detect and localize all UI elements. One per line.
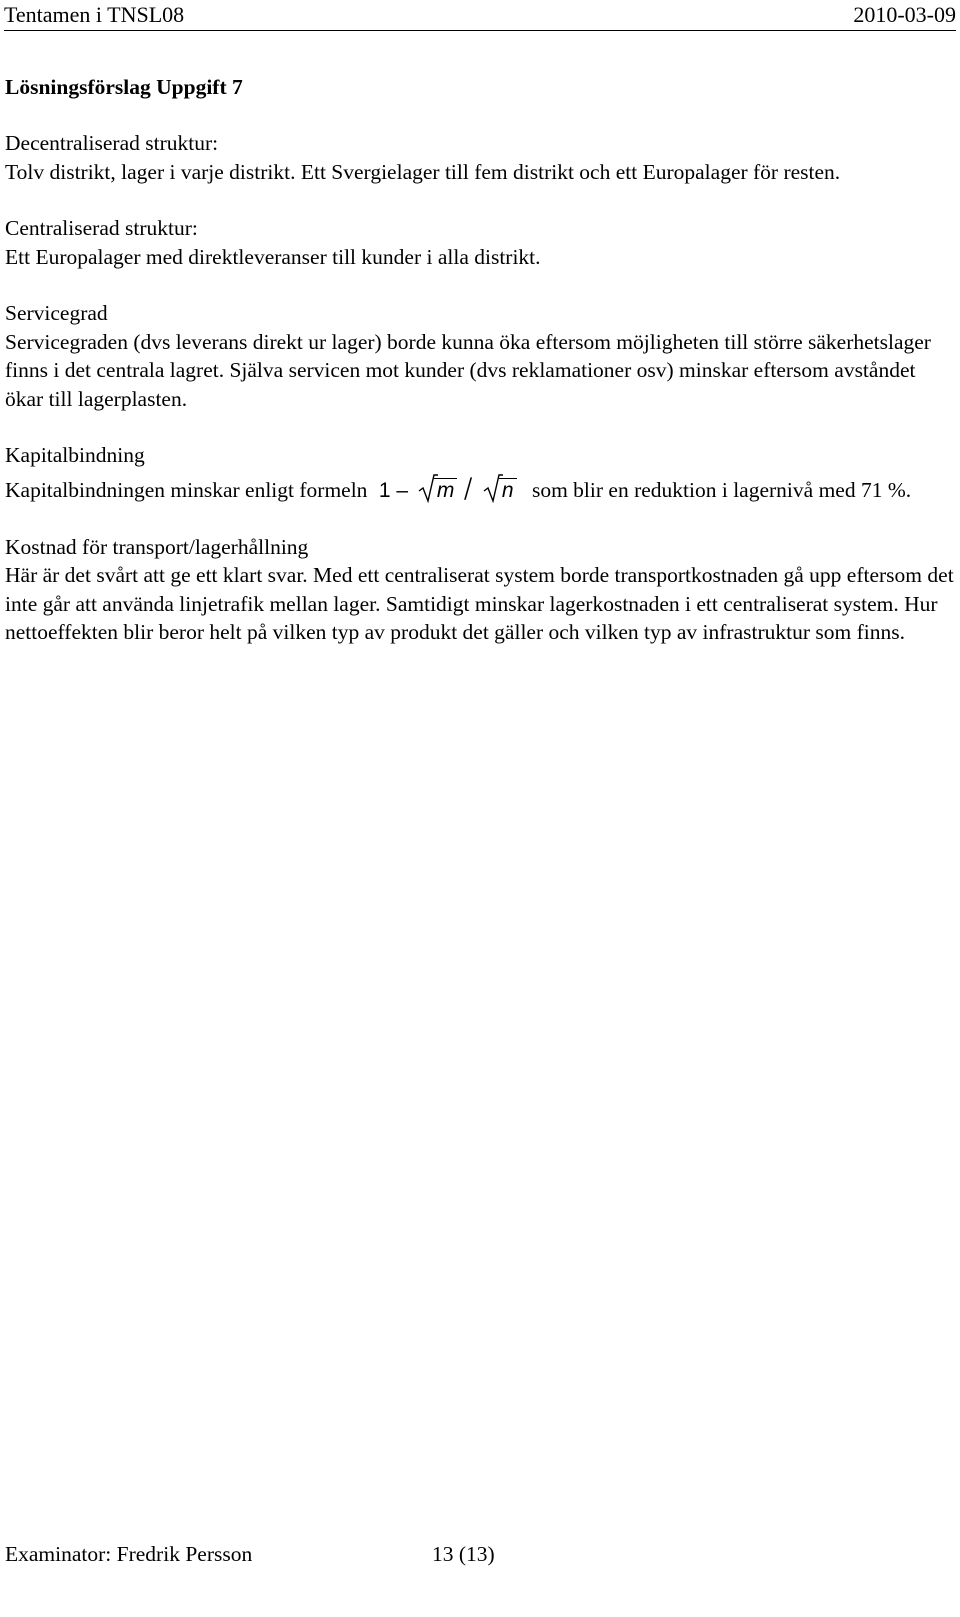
header-rule — [4, 30, 956, 31]
formula-slash: / — [463, 473, 473, 507]
formula-n: n — [499, 478, 517, 502]
section-heading: Centraliserad struktur: — [5, 216, 198, 240]
section-body-before: Kapitalbindningen minskar enligt formeln — [5, 477, 368, 502]
page-number: 13 (13) — [432, 1542, 495, 1566]
section-body-after: som blir en reduktion i lagernivå med 71 %. — [531, 477, 912, 502]
radical-sign-icon — [418, 471, 438, 503]
section-body: Tolv distrikt, lager i varje distrikt. Ett Svergielager till fem distrikt och ett Europalager för resten. — [5, 159, 841, 184]
document-body — [5, 73, 955, 675]
examiner: Examinator: Fredrik Persson — [5, 1542, 253, 1566]
formula-m: m — [434, 478, 458, 502]
section-heading: Decentraliserad struktur: — [5, 131, 219, 155]
sqrt-m — [418, 477, 458, 505]
exam-date: 2010-03-09 — [853, 2, 956, 27]
section-service-level — [5, 299, 955, 413]
section-heading: Servicegrad — [5, 301, 108, 325]
section-transport-cost — [5, 533, 955, 647]
section-body: Här är det svårt att ge ett klart svar. Med ett centraliserat system borde transportkostnaden gå upp eftersom det inte går att använda linjetrafik mellan lager. Samtidigt minskar lagerkostnaden i ett centraliserat system. Hur nettoeffekten blir beror helt på vilken typ av produkt det gäller och vilken typ av infrastruktur som finns. — [5, 563, 954, 644]
sqrt-n — [483, 477, 517, 505]
section-decentralized — [5, 129, 955, 186]
formula-one: 1 — [378, 478, 391, 502]
section-heading: Kostnad för transport/lagerhållning — [5, 534, 309, 559]
section-body: Ett Europalager med direktleveranser till kunder i alla distrikt. — [5, 244, 541, 269]
section-heading: Kapitalbindning — [5, 443, 145, 467]
solution-title: Lösningsförslag Uppgift 7 — [5, 75, 243, 99]
exam-title: Tentamen i TNSL08 — [4, 2, 185, 27]
formula-minus: – — [396, 478, 409, 502]
page-header — [4, 0, 956, 30]
radical-sign-icon — [483, 471, 503, 503]
section-capital — [5, 441, 955, 505]
section-centralized — [5, 214, 955, 271]
section-body — [5, 473, 955, 507]
section-body: Servicegraden (dvs leverans direkt ur lager) borde kunna öka eftersom möjligheten till större säkerhetslager finns i det centrala lagret. Själva servicen mot kunder (dvs reklamationer osv) minskar eftersom avståndet ökar till lagerplasten. — [5, 329, 931, 411]
reduction-formula — [378, 473, 517, 507]
